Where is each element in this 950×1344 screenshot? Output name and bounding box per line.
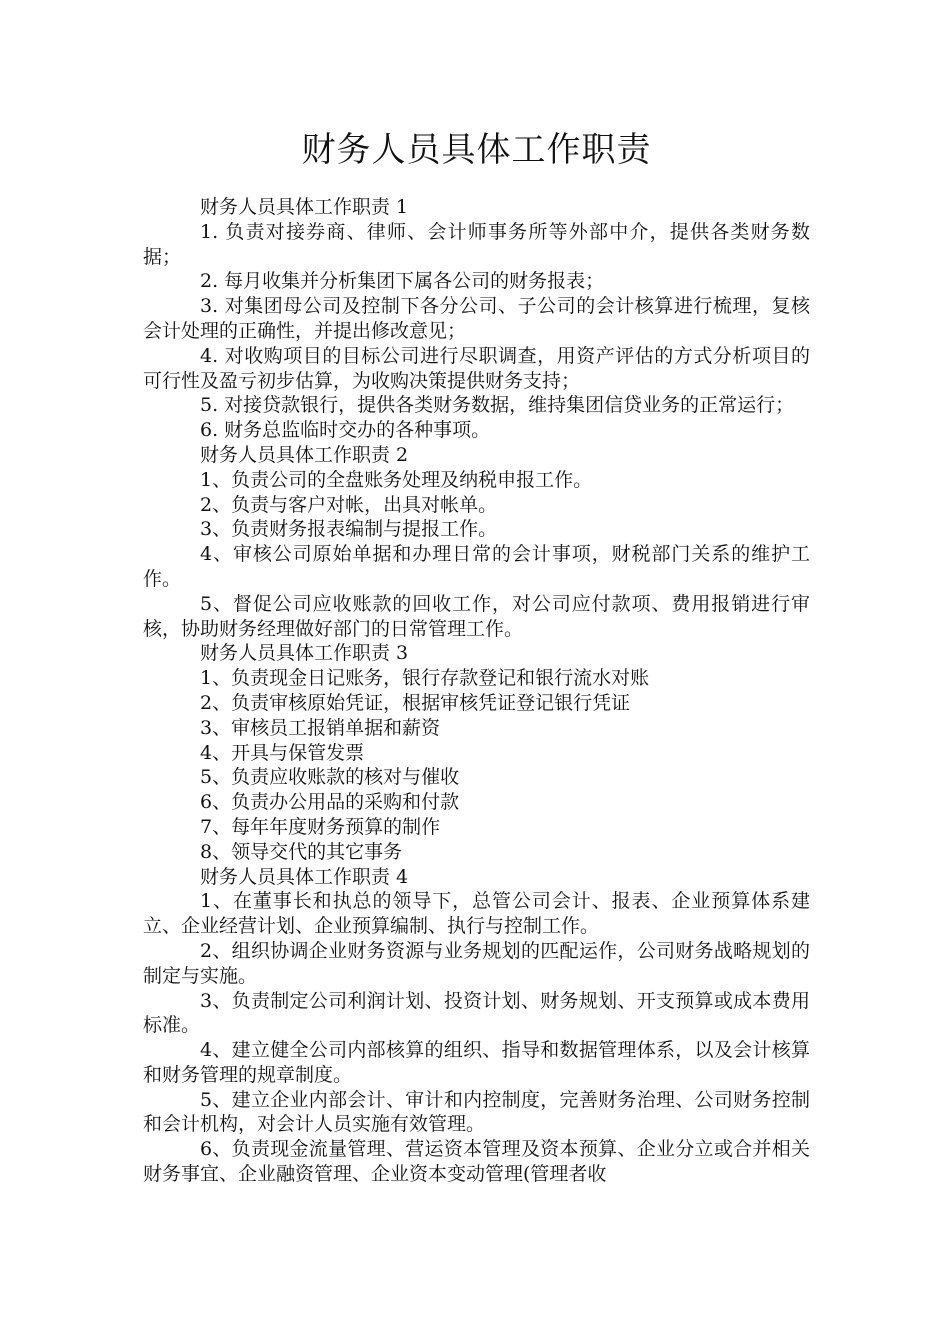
paragraph: 2、负责与客户对帐，出具对帐单。 [200,493,498,516]
document-title: 财务人员具体工作职责 [301,130,652,170]
paragraph: 1、负责现金日记账务，银行存款登记和银行流水对账 [200,667,650,690]
paragraph: 7、每年年度财务预算的制作 [200,815,441,838]
document-body [143,195,810,1187]
paragraph: 6、负责办公用品的采购和付款 [200,791,460,814]
paragraph: 4、开具与保管发票 [200,741,365,764]
paragraph: 6. 财务总监临时交办的各种事项。 [200,419,491,442]
paragraph: 4、建立健全公司内部核算的组织、指导和数据管理体系，以及会计核算和财务管理的规章制度。 [143,1039,810,1086]
section-heading-1: 财务人员具体工作职责 1 [200,196,409,218]
paragraph: 8、领导交代的其它事务 [200,840,403,863]
paragraph: 1、在董事长和执总的领导下，总管公司会计、报表、企业预算体系建立、企业经营计划、企业预算编制、执行与控制工作。 [143,890,810,938]
paragraph: 5、督促公司应收账款的回收工作，对公司应付款项、费用报销进行审核，协助财务经理做好部门的日常管理工作。 [143,592,810,640]
paragraph: 5、建立企业内部会计、审计和内控制度，完善财务治理、公司财务控制和会计机构，对会计人员实施有效管理。 [143,1088,810,1136]
paragraph: 4、审核公司原始单据和办理日常的会计事项，财税部门关系的维护工作。 [143,543,810,590]
paragraph: 2. 每月收集并分析集团下属各公司的财务报表； [200,270,605,293]
paragraph: 3、审核员工报销单据和薪资 [200,716,441,739]
paragraph: 1、负责公司的全盘账务处理及纳税申报工作。 [200,468,593,491]
paragraph: 3、负责制定公司利润计划、投资计划、财务规划、开支预算或成本费用标准。 [143,989,810,1037]
paragraph: 6、负责现金流量管理、营运资本管理及资本预算、企业分立或合并相关财务事宜、企业融资管理、企业资本变动管理(管理者收 [143,1138,810,1186]
paragraph: 3、负责财务报表编制与提报工作。 [200,518,498,541]
paragraph: 2、负责审核原始凭证，根据审核凭证登记银行凭证 [200,691,631,714]
paragraph: 1. 负责对接券商、律师、会计师事务所等外部中介，提供各类财务数据； [143,220,810,268]
section-heading-4: 财务人员具体工作职责 4 [200,865,409,888]
section-heading-2: 财务人员具体工作职责 2 [200,443,409,466]
paragraph: 5、负责应收账款的核对与催收 [200,766,460,789]
paragraph: 3. 对集团母公司及控制下各分公司、子公司的会计核算进行梳理，复核会计处理的正确性，并提出修改意见； [143,295,810,342]
paragraph: 2、组织协调企业财务资源与业务规划的匹配运作，公司财务战略规划的制定与实施。 [143,939,810,987]
paragraph: 4. 对收购项目的目标公司进行尽职调查，用资产评估的方式分析项目的可行性及盈亏初步估算，为收购决策提供财务支持； [143,344,810,392]
section-heading-3: 财务人员具体工作职责 3 [200,642,409,665]
paragraph: 5. 对接贷款银行，提供各类财务数据，维持集团信贷业务的正常运行； [200,394,795,417]
